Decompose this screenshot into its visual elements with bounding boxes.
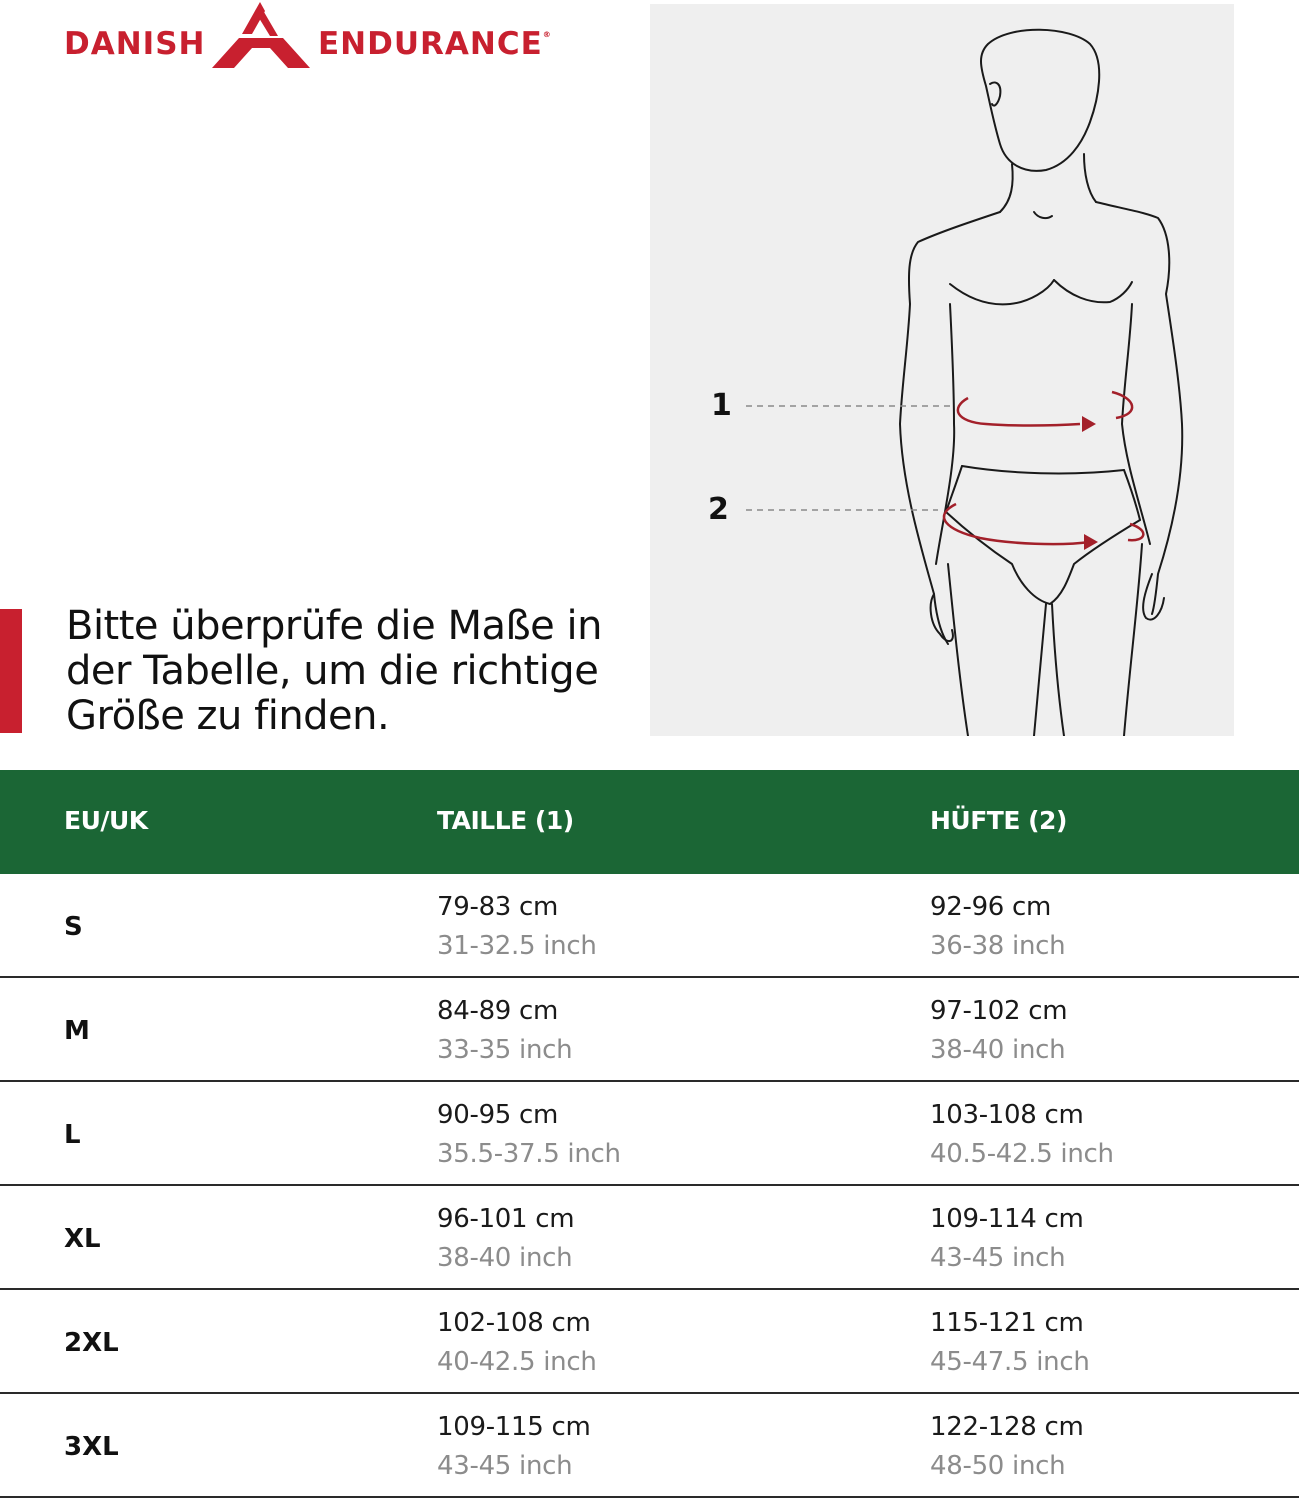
hip-cell	[930, 1200, 1084, 1278]
body-measurement-illustration	[650, 4, 1234, 736]
hip-cm: 92-96 cm	[930, 892, 1052, 922]
waist-inch: 38-40 inch	[437, 1243, 573, 1273]
waist-inch: 40-42.5 inch	[437, 1347, 597, 1377]
waist-inch: 35.5-37.5 inch	[437, 1139, 621, 1169]
waist-cm: 79-83 cm	[437, 892, 559, 922]
brand-name-right: ENDURANCE®	[318, 26, 552, 62]
waist-inch: 31-32.5 inch	[437, 931, 597, 961]
brand-logo	[62, 2, 582, 68]
waist-cell	[437, 992, 572, 1070]
waist-cell	[437, 1200, 574, 1278]
size-label: S	[64, 912, 83, 942]
marker-waist: 1	[711, 388, 732, 423]
waist-cm: 84-89 cm	[437, 996, 559, 1026]
table-row	[0, 1394, 1299, 1498]
size-table-body	[0, 874, 1299, 1498]
mountain-logo-icon	[212, 2, 310, 68]
waist-inch: 33-35 inch	[437, 1035, 573, 1065]
intro-heading: Bitte überprüfe die Maße in der Tabelle, um die richtige Größe zu finden.	[66, 603, 602, 739]
size-label: M	[64, 1016, 90, 1046]
table-row	[0, 1186, 1299, 1290]
header-size: EU/UK	[64, 806, 148, 835]
waist-cm: 96-101 cm	[437, 1204, 575, 1234]
size-label: 2XL	[64, 1328, 119, 1358]
waist-cm: 109-115 cm	[437, 1412, 591, 1442]
waist-cell	[437, 1304, 597, 1382]
header-hip: HÜFTE (2)	[930, 806, 1067, 835]
hip-cell	[930, 1304, 1090, 1382]
table-row	[0, 978, 1299, 1082]
waist-cell	[437, 1408, 591, 1486]
hip-cm: 115-121 cm	[930, 1308, 1084, 1338]
brand-name-left: DANISH	[64, 26, 206, 62]
hip-cm: 122-128 cm	[930, 1412, 1084, 1442]
header-waist: TAILLE (1)	[437, 806, 574, 835]
accent-bar	[0, 609, 22, 733]
hip-cell	[930, 1096, 1114, 1174]
hip-inch: 48-50 inch	[930, 1451, 1066, 1481]
table-row	[0, 874, 1299, 978]
waist-cell	[437, 888, 597, 966]
size-label: L	[64, 1120, 81, 1150]
hip-cm: 97-102 cm	[930, 996, 1068, 1026]
hip-cell	[930, 888, 1065, 966]
hip-inch: 38-40 inch	[930, 1035, 1066, 1065]
body-outline-icon	[650, 4, 1234, 736]
registered-mark: ®	[542, 30, 552, 39]
hip-inch: 43-45 inch	[930, 1243, 1066, 1273]
hip-cell	[930, 992, 1067, 1070]
hip-cm: 103-108 cm	[930, 1100, 1084, 1130]
waist-cm: 90-95 cm	[437, 1100, 559, 1130]
hip-inch: 40.5-42.5 inch	[930, 1139, 1114, 1169]
hip-cm: 109-114 cm	[930, 1204, 1084, 1234]
hip-inch: 45-47.5 inch	[930, 1347, 1090, 1377]
marker-hip: 2	[708, 492, 729, 527]
waist-cell	[437, 1096, 621, 1174]
waist-cm: 102-108 cm	[437, 1308, 591, 1338]
size-label: 3XL	[64, 1432, 119, 1462]
hip-inch: 36-38 inch	[930, 931, 1066, 961]
size-table-header	[0, 770, 1299, 874]
table-row	[0, 1290, 1299, 1394]
hip-cell	[930, 1408, 1084, 1486]
table-row	[0, 1082, 1299, 1186]
waist-inch: 43-45 inch	[437, 1451, 573, 1481]
size-label: XL	[64, 1224, 101, 1254]
